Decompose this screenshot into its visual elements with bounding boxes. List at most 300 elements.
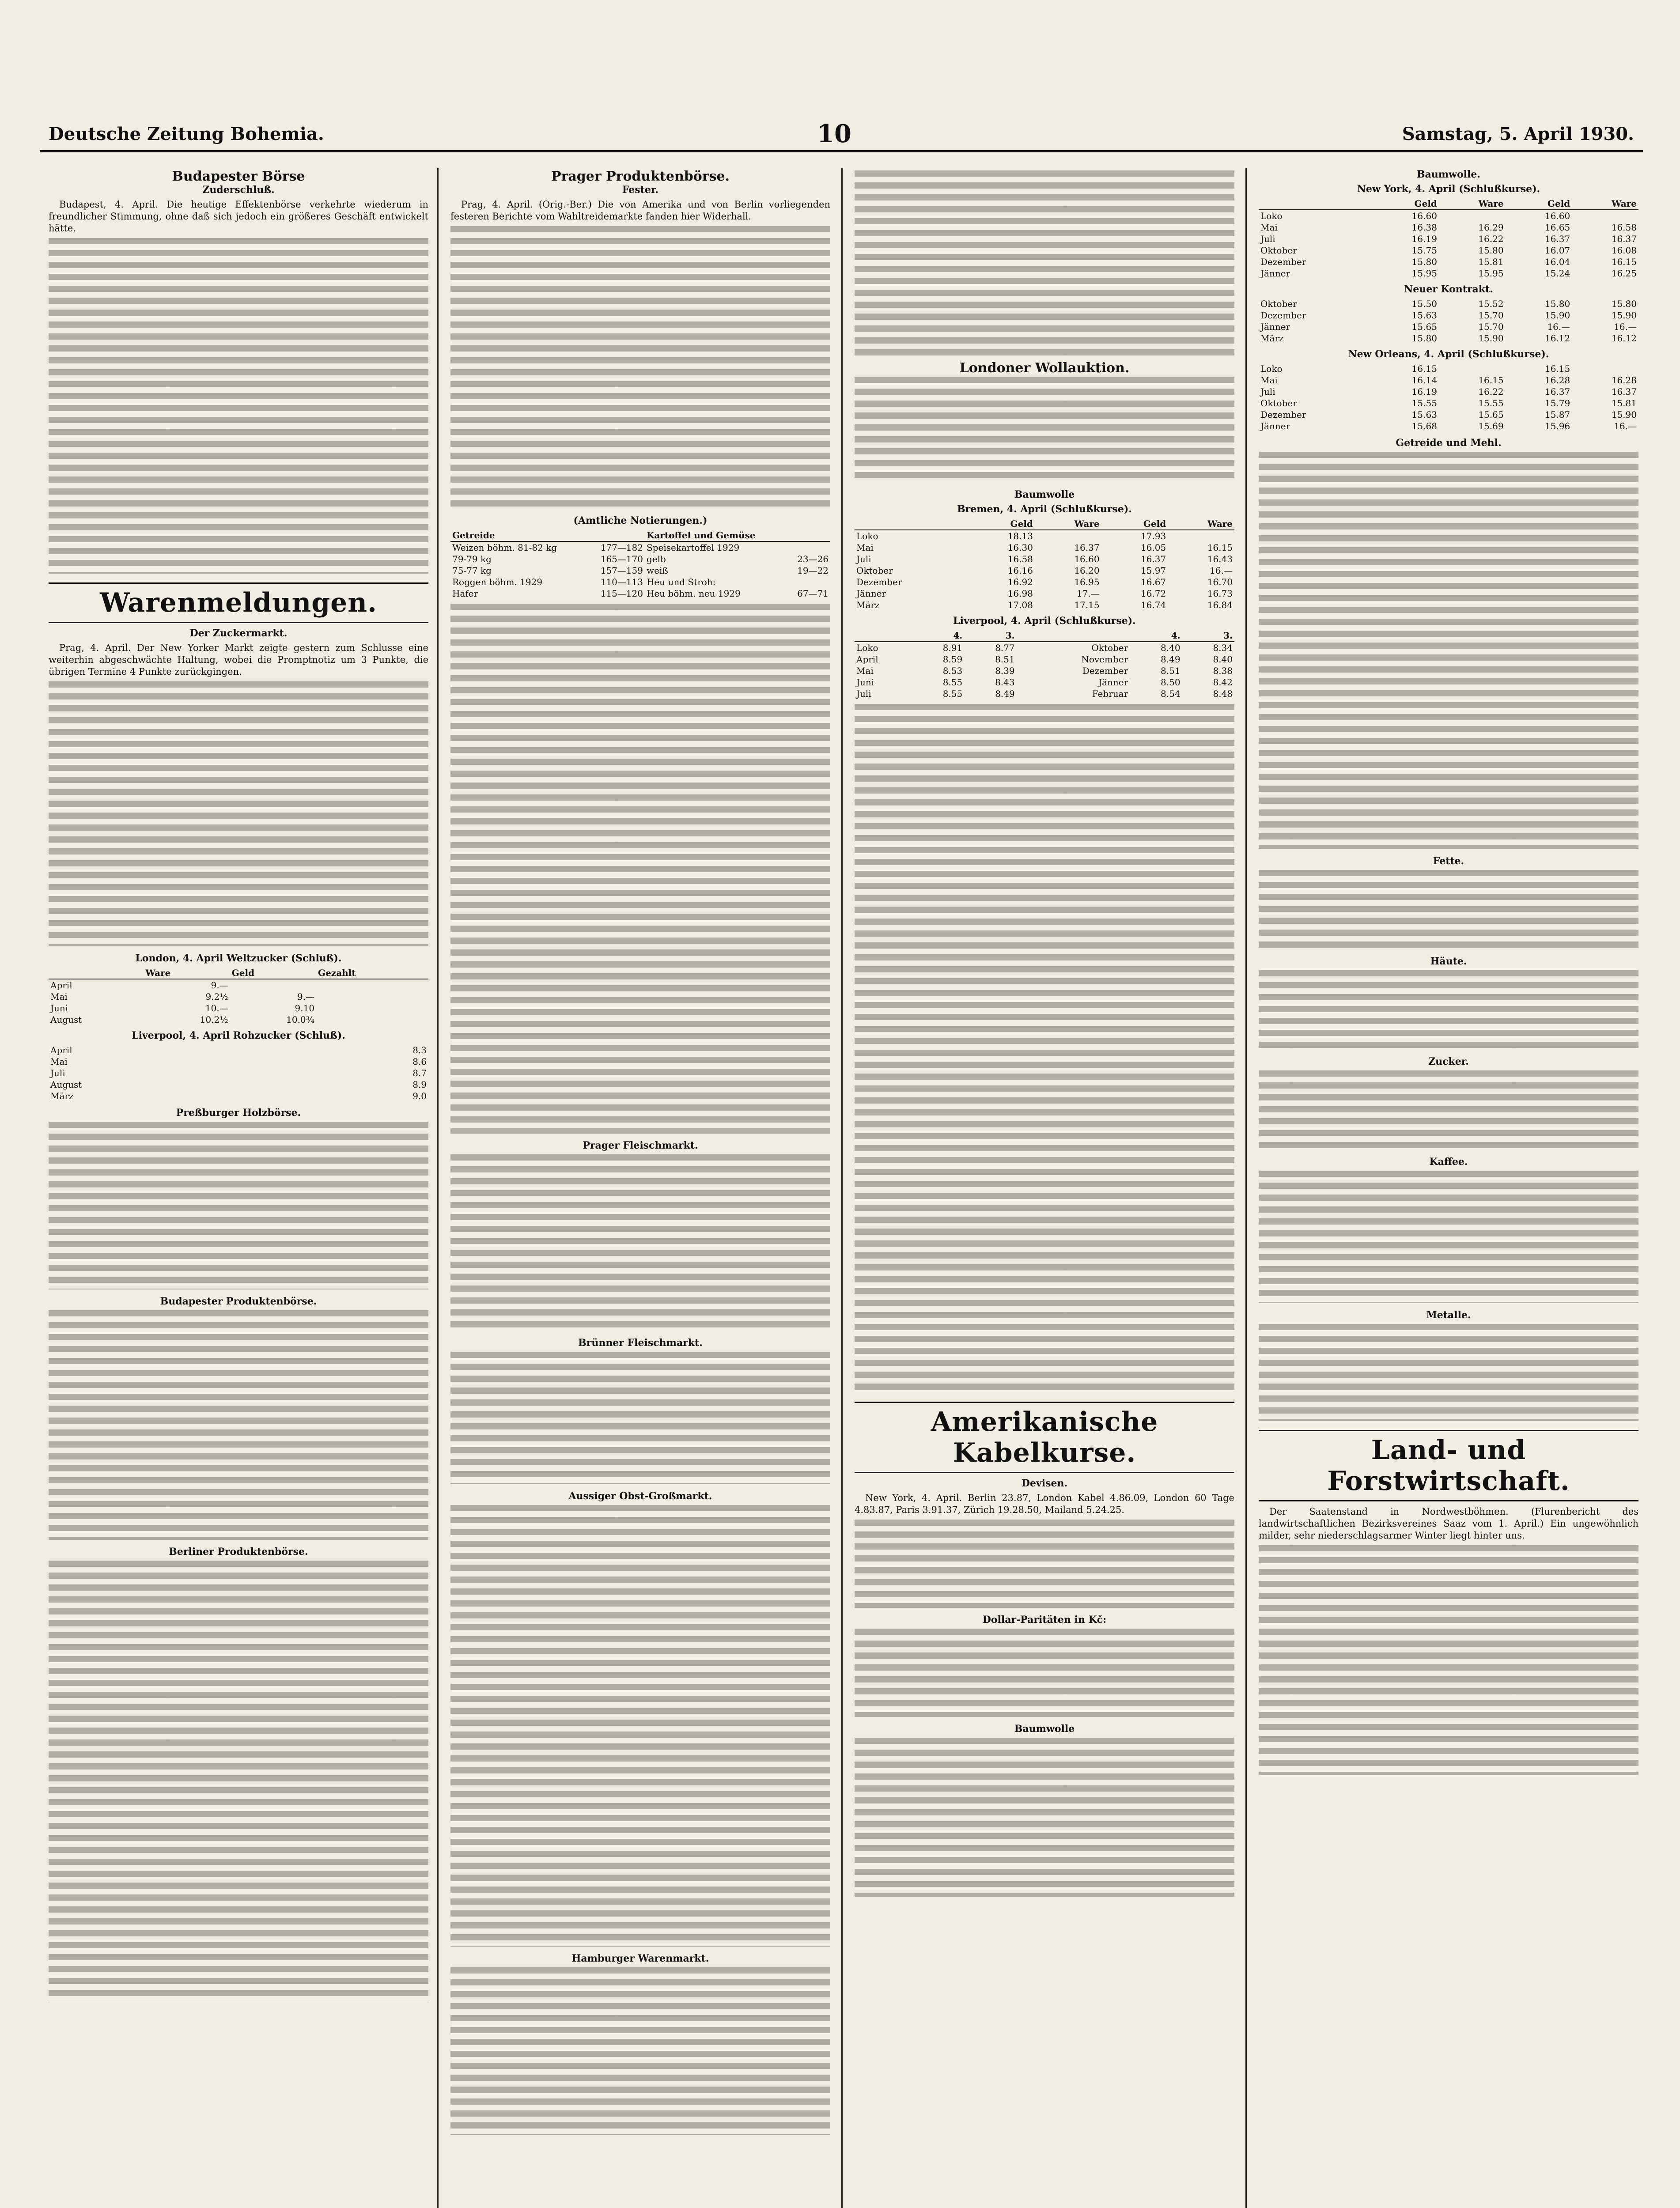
table-cell: 17.08 (1007, 600, 1033, 610)
table-cell: 67—71 (797, 588, 829, 599)
section-title: Baumwolle (1014, 489, 1075, 500)
table-cell: 8.39 (995, 665, 1015, 676)
section-subtitle: Devisen. (1021, 1478, 1068, 1489)
section-title: Fette. (1433, 855, 1464, 867)
table-row (1259, 420, 1638, 432)
text-body (1259, 1324, 1638, 1421)
text-body (450, 1154, 830, 1331)
table-cell: 8.77 (995, 643, 1015, 653)
section-title: Zucker. (1428, 1056, 1469, 1067)
table-cell: Juli (50, 1068, 65, 1078)
price-listing (450, 604, 830, 1134)
table-cell: 16.70 (1207, 577, 1233, 587)
table-row (49, 1056, 428, 1067)
table-cell: 15.80 (1611, 299, 1637, 309)
table-cell: 16.14 (1411, 375, 1437, 386)
newspaper-page (40, 44, 1643, 2208)
table-cell: 10.2½ (200, 1014, 228, 1025)
column-header: Ware (1572, 198, 1638, 210)
text-body (450, 1352, 830, 1484)
table-cell (316, 991, 428, 1002)
table-cell: 8.7 (412, 1068, 427, 1078)
hamburger-waren-section (450, 1953, 830, 2135)
table-cell: 16.19 (1411, 386, 1437, 397)
column-header: 3. (1182, 630, 1234, 642)
table-row (1259, 233, 1638, 245)
table-row (1259, 363, 1638, 374)
fette-section (1259, 855, 1638, 949)
table-row (855, 565, 1234, 576)
text-body (855, 704, 1234, 1393)
table-cell: Oktober (1260, 398, 1297, 408)
table-row (855, 642, 1234, 654)
table-row (49, 979, 428, 991)
land-section (1259, 1430, 1638, 1775)
table-cell: 15.96 (1545, 421, 1570, 431)
table-row (855, 530, 1234, 542)
section-title: Dollar-Paritäten in Kč: (982, 1614, 1107, 1626)
column-header: Geld (1506, 198, 1572, 210)
table-row (855, 688, 1234, 699)
table-cell: Juli (1260, 234, 1275, 244)
table-cell: 110—113 (600, 577, 643, 587)
table-cell: 8.59 (942, 654, 963, 665)
kaffee-section (1259, 1156, 1638, 1303)
text-body (1259, 870, 1638, 949)
londoner-woll-section (855, 362, 1234, 483)
table-cell: 15.81 (1478, 257, 1504, 267)
table-row (1259, 222, 1638, 233)
table-cell: März (50, 1091, 74, 1101)
table-row (1259, 409, 1638, 420)
bruenner-fleisch-section (450, 1337, 830, 1484)
new-orleans-table (1259, 363, 1638, 432)
table-cell: Mai (50, 1056, 68, 1067)
table-header: London, 4. April Weltzucker (Schluß). (135, 953, 342, 964)
table-cell: 16.16 (1007, 565, 1033, 576)
table-row (49, 1002, 428, 1014)
table-cell: 16.12 (1545, 333, 1570, 344)
table-cell: 8.55 (942, 677, 963, 688)
table-cell: 16.37 (1545, 234, 1570, 244)
table-cell: 9.10 (295, 1003, 315, 1013)
column-header: Geld (1372, 198, 1439, 210)
paper-name: Deutsche Zeitung Bohemia. (49, 124, 324, 144)
text-body (450, 1505, 830, 1947)
table-row (855, 677, 1234, 688)
table-cell: 8.51 (995, 654, 1015, 665)
table-row (1259, 386, 1638, 397)
table-cell: Mai (50, 991, 68, 1002)
table-cell: 16.04 (1545, 257, 1570, 267)
table-cell: 16.38 (1411, 222, 1437, 233)
liverpool-sugar-table (49, 1044, 428, 1102)
section-subtitle: Der Zuckermarkt. (189, 628, 288, 639)
table-cell: 16.07 (1545, 245, 1570, 256)
table-cell: 79-79 kg (452, 554, 492, 564)
table-cell: April (50, 980, 72, 991)
budapest-section (49, 170, 428, 574)
table-cell: 15.65 (1411, 321, 1437, 332)
baumwolle-section (855, 489, 1234, 1393)
table-cell: 15.70 (1478, 321, 1504, 332)
column-header (855, 518, 968, 530)
column-header (855, 630, 912, 642)
table-cell: 9.2½ (205, 991, 228, 1002)
table-row (49, 1079, 428, 1090)
column-header: 4. (912, 630, 964, 642)
table-cell: 10.0¾ (286, 1014, 315, 1025)
section-title: Amerikanische Kabelkurse. (855, 1402, 1234, 1473)
table-row (49, 991, 428, 1002)
table-cell: April (856, 654, 878, 665)
table-row (49, 1067, 428, 1079)
text-body (49, 1122, 428, 1289)
table-cell: 8.53 (942, 665, 963, 676)
table-cell (1035, 530, 1101, 542)
table-cell: Loko (856, 531, 878, 541)
liverpool-cotton-table (855, 630, 1234, 699)
column-header: Ware (1168, 518, 1234, 530)
ny-cotton-table (1259, 198, 1638, 279)
table-cell: 16.28 (1611, 375, 1637, 386)
table-cell: März (856, 600, 880, 610)
table-cell: 17.15 (1074, 600, 1100, 610)
table-cell: 8.49 (995, 688, 1015, 699)
column-rule (841, 168, 843, 2208)
article-text: Prag, 4. April. Der New Yorker Markt zeigte gestern zum Schlusse eine weiterhin abgeschwächte Haltung, wobei die Promptnotiz um 3 Punkte, die übrigen Termine 4 Punkte zurückgingen. (49, 643, 428, 677)
ny-baumwolle-section (1259, 169, 1638, 432)
table-cell: Jänner (1260, 268, 1290, 279)
section-title: Aussiger Obst-Großmarkt. (568, 1490, 712, 1502)
text-body (855, 1629, 1234, 1717)
table-cell: Februar (1092, 688, 1128, 699)
table-cell: 15.70 (1478, 310, 1504, 321)
table-cell: 8.9 (412, 1079, 427, 1090)
table-row (855, 553, 1234, 565)
table-cell: 8.6 (412, 1056, 427, 1067)
column-header: Getreide (450, 529, 587, 541)
column-header: Ware (1439, 198, 1506, 210)
table-cell: 16.72 (1141, 588, 1166, 599)
haeute-section (1259, 956, 1638, 1050)
table-cell: 157—159 (600, 565, 643, 576)
table-cell (1168, 530, 1234, 542)
section-title: Kaffee. (1429, 1156, 1468, 1168)
metalle-section (1259, 1309, 1638, 1421)
column-rule (437, 168, 439, 2208)
column-header: Geld (230, 967, 316, 979)
column-header: 3. (964, 630, 1016, 642)
section-subtitle: Zuderschluß. (202, 184, 275, 196)
table-cell: Oktober (1091, 643, 1128, 653)
table-header: Bremen, 4. April (Schlußkurse). (957, 503, 1132, 515)
table-header: New Orleans, 4. April (Schlußkurse). (1348, 348, 1549, 360)
table-cell: Juni (856, 677, 874, 688)
table-cell: 15.24 (1545, 268, 1570, 279)
table-cell: 15.55 (1411, 398, 1437, 408)
table-cell: 165—170 (600, 554, 643, 564)
section-title: Preßburger Holzbörse. (176, 1107, 301, 1119)
table-cell: 18.13 (1007, 531, 1033, 541)
table-cell: 16.74 (1141, 600, 1166, 610)
text-body (1259, 1070, 1638, 1150)
table-cell: 16.22 (1478, 234, 1504, 244)
aussiger-obst-section (450, 1490, 830, 1947)
section-title: Prager Produktenbörse. (551, 169, 730, 184)
table-cell: Juni (50, 1003, 68, 1013)
table-cell: Mai (856, 665, 874, 676)
column-header (1017, 630, 1130, 642)
table-cell: 16.95 (1074, 577, 1100, 587)
table-row (1259, 298, 1638, 310)
section-title: Hamburger Warenmarkt. (571, 1953, 709, 1964)
table-cell: 16.58 (1611, 222, 1637, 233)
table-row (855, 654, 1234, 665)
article-text: Budapest, 4. April. Die heutige Effektenbörse verkehrte wiederum in freundlicher Stimmung, ohne daß sich jedoch ein größeres Geschäft entwickelt hätte. (49, 199, 428, 234)
table-row (855, 576, 1234, 588)
table-cell: 16.22 (1478, 386, 1504, 397)
table-cell: 16.05 (1141, 542, 1166, 553)
table-cell: Jänner (856, 588, 886, 599)
table-cell: 16.15 (1545, 363, 1570, 374)
table-cell: Jänner (1260, 321, 1290, 332)
text-body (49, 1561, 428, 2002)
table-cell: Oktober (856, 565, 893, 576)
table-cell: Hafer (452, 588, 478, 599)
table-cell: 15.52 (1478, 299, 1504, 309)
section-subtitle: Fester. (622, 184, 659, 196)
column-rule (1245, 168, 1247, 2208)
pressburg-section (49, 1107, 428, 1289)
text-body (49, 238, 428, 574)
table-cell: Mai (1260, 375, 1278, 386)
table-cell: Oktober (1260, 299, 1297, 309)
table-cell: Loko (1260, 363, 1283, 374)
table-row (855, 588, 1234, 599)
table-cell: 16.73 (1207, 588, 1233, 599)
table-row (855, 542, 1234, 553)
table-row (450, 553, 830, 565)
table-cell: Dezember (1082, 665, 1128, 676)
table-cell: Weizen böhm. 81-82 kg (452, 542, 557, 553)
masthead (40, 119, 1643, 152)
table-cell: 8.42 (1213, 677, 1233, 688)
table-cell: Jänner (1098, 677, 1128, 688)
table-cell: 16.67 (1141, 577, 1166, 587)
table-cell (230, 979, 316, 991)
column-header: Ware (144, 967, 230, 979)
table-cell: 16.60 (1411, 211, 1437, 221)
column-header: Geld (1101, 518, 1168, 530)
table-cell: 16.84 (1207, 600, 1233, 610)
table-cell: Roggen böhm. 1929 (452, 577, 543, 587)
table-cell: 16.12 (1611, 333, 1637, 344)
table-cell: März (1260, 333, 1284, 344)
table-cell: Juli (1260, 386, 1275, 397)
table-cell: Dezember (856, 577, 902, 587)
text-body (1259, 452, 1638, 849)
table-cell: Jänner (1260, 421, 1290, 431)
table-row (49, 1014, 428, 1025)
london-sugar-table (49, 967, 428, 1025)
table-cell (1439, 210, 1506, 222)
column-3 (855, 168, 1234, 2208)
table-cell: 8.54 (1161, 688, 1181, 699)
table-cell: 16.29 (1478, 222, 1504, 233)
table-row (450, 576, 830, 588)
table-cell: 15.68 (1411, 421, 1437, 431)
table-cell: November (1081, 654, 1128, 665)
table-cell: August (50, 1079, 82, 1090)
table-cell: 16.37 (1611, 386, 1637, 397)
table-cell: 15.55 (1478, 398, 1504, 408)
table-cell: 15.65 (1478, 409, 1504, 420)
prices-table (450, 529, 830, 599)
table-row (1259, 210, 1638, 222)
table-cell (316, 979, 428, 991)
table-cell (787, 541, 830, 553)
table-cell: 16.— (1614, 421, 1637, 431)
amerikanische-section (855, 1402, 1234, 1897)
table-row (450, 541, 830, 553)
table-cell: 8.51 (1161, 665, 1181, 676)
table-cell: 15.69 (1478, 421, 1504, 431)
table-cell: 16.60 (1074, 554, 1100, 564)
table-cell: Mai (856, 542, 874, 553)
article-text: Prag, 4. April. (Orig.-Ber.) Die von Amerika und von Berlin vorliegenden festeren Berichte vom Wahltreidemarkte fanden hier Widerhall. (450, 199, 830, 222)
table-cell: 8.38 (1213, 665, 1233, 676)
berliner-produkten-section (49, 1546, 428, 2002)
column-header: Ware (1035, 518, 1101, 530)
table-cell: 17.— (1076, 588, 1100, 599)
table-cell: 16.92 (1007, 577, 1033, 587)
column-header (49, 967, 144, 979)
table-row (1259, 310, 1638, 321)
table-cell: 16.08 (1611, 245, 1637, 256)
table-cell: 15.80 (1411, 257, 1437, 267)
table-cell: 16.43 (1207, 554, 1233, 564)
table-cell (316, 1002, 428, 1014)
table-cell: Loko (856, 643, 878, 653)
bremen-cotton-table (855, 518, 1234, 611)
table-cell: Mai (1260, 222, 1278, 233)
table-cell (787, 576, 830, 588)
table-cell: 8.34 (1213, 643, 1233, 653)
table-cell: 177—182 (600, 542, 643, 553)
table-cell: 15.81 (1611, 398, 1637, 408)
table-cell: 16.58 (1007, 554, 1033, 564)
table-cell: 8.3 (412, 1045, 427, 1055)
table-cell: 15.79 (1545, 398, 1570, 408)
table-cell: 8.40 (1161, 643, 1181, 653)
text-body (1259, 1545, 1638, 1775)
section-title: Metalle. (1426, 1309, 1471, 1321)
table-cell: 15.90 (1611, 310, 1637, 321)
table-cell: 15.80 (1545, 299, 1570, 309)
table-cell: 15.80 (1411, 333, 1437, 344)
table-cell: 16.15 (1207, 542, 1233, 553)
table-cell: 15.87 (1545, 409, 1570, 420)
issue-date: Samstag, 5. April 1930. (1402, 124, 1634, 144)
table-cell: 15.50 (1411, 299, 1437, 309)
table-cell: 10.— (205, 1003, 228, 1013)
table-cell: 16.60 (1545, 211, 1570, 221)
section-title: Warenmeldungen. (49, 582, 428, 623)
table-cell: 16.— (1547, 321, 1570, 332)
section-title: Londoner Wollauktion. (959, 360, 1130, 376)
section-title: Baumwolle. (1416, 169, 1481, 180)
column-2 (450, 168, 830, 2208)
table-cell: Speisekartoffel 1929 (646, 542, 740, 553)
table-cell: 8.91 (942, 643, 963, 653)
table-cell: 15.75 (1411, 245, 1437, 256)
table-cell: 75-77 kg (452, 565, 492, 576)
table-cell: 8.50 (1161, 677, 1181, 688)
table-cell: Oktober (1260, 245, 1297, 256)
table-cell: 15.80 (1478, 245, 1504, 256)
table-cell: 15.63 (1411, 310, 1437, 321)
table-row (450, 565, 830, 576)
text-body (49, 1310, 428, 1540)
table-cell: 16.65 (1545, 222, 1570, 233)
table-cell: 16.— (1614, 321, 1637, 332)
table-row (1259, 268, 1638, 279)
section-title: Prager Fleischmarkt. (583, 1140, 698, 1151)
table-cell: 15.63 (1411, 409, 1437, 420)
zucker-section (1259, 1056, 1638, 1150)
table-cell: 23—26 (797, 554, 829, 564)
column-1 (49, 168, 428, 2208)
column-header: Gezahlt (316, 967, 428, 979)
table-row (49, 1090, 428, 1102)
table-cell: 16.15 (1411, 363, 1437, 374)
text-body (49, 681, 428, 946)
text-body (855, 1520, 1234, 1608)
page-number: 10 (817, 119, 851, 148)
table-header: Liverpool, 4. April Rohzucker (Schluß). (132, 1030, 345, 1041)
table-row (1259, 256, 1638, 268)
section-title: Getreide und Mehl. (1396, 437, 1502, 449)
table-cell (1572, 363, 1638, 374)
prager-produkten-section (450, 170, 830, 1134)
text-body (450, 1967, 830, 2135)
text-body (855, 170, 1234, 356)
table-cell: August (50, 1014, 82, 1025)
table-cell: 16.19 (1411, 234, 1437, 244)
column-header: Kartoffel und Gemüse (645, 529, 787, 541)
table-cell: 16.25 (1611, 268, 1637, 279)
table-cell: 16.37 (1611, 234, 1637, 244)
table-cell: 15.90 (1611, 409, 1637, 420)
table-cell: 17.93 (1141, 531, 1166, 541)
table-cell: 19—22 (797, 565, 829, 576)
table-cell: 8.55 (942, 688, 963, 699)
table-cell: 16.30 (1007, 542, 1033, 553)
table-cell: 9.— (297, 991, 315, 1002)
table-row (49, 1044, 428, 1056)
table-cell: Dezember (1260, 409, 1306, 420)
warenmeldungen-section (49, 582, 428, 1102)
getreide-section (1259, 437, 1638, 849)
table-cell: 16.37 (1074, 542, 1100, 553)
table-cell: 8.48 (1213, 688, 1233, 699)
prager-fleisch-section (450, 1140, 830, 1331)
table-title: (Amtliche Notierungen.) (573, 515, 708, 526)
table-cell: 16.37 (1141, 554, 1166, 564)
table-header: New York, 4. April (Schlußkurse). (1357, 183, 1540, 195)
table-cell: Heu böhm. neu 1929 (646, 588, 741, 599)
